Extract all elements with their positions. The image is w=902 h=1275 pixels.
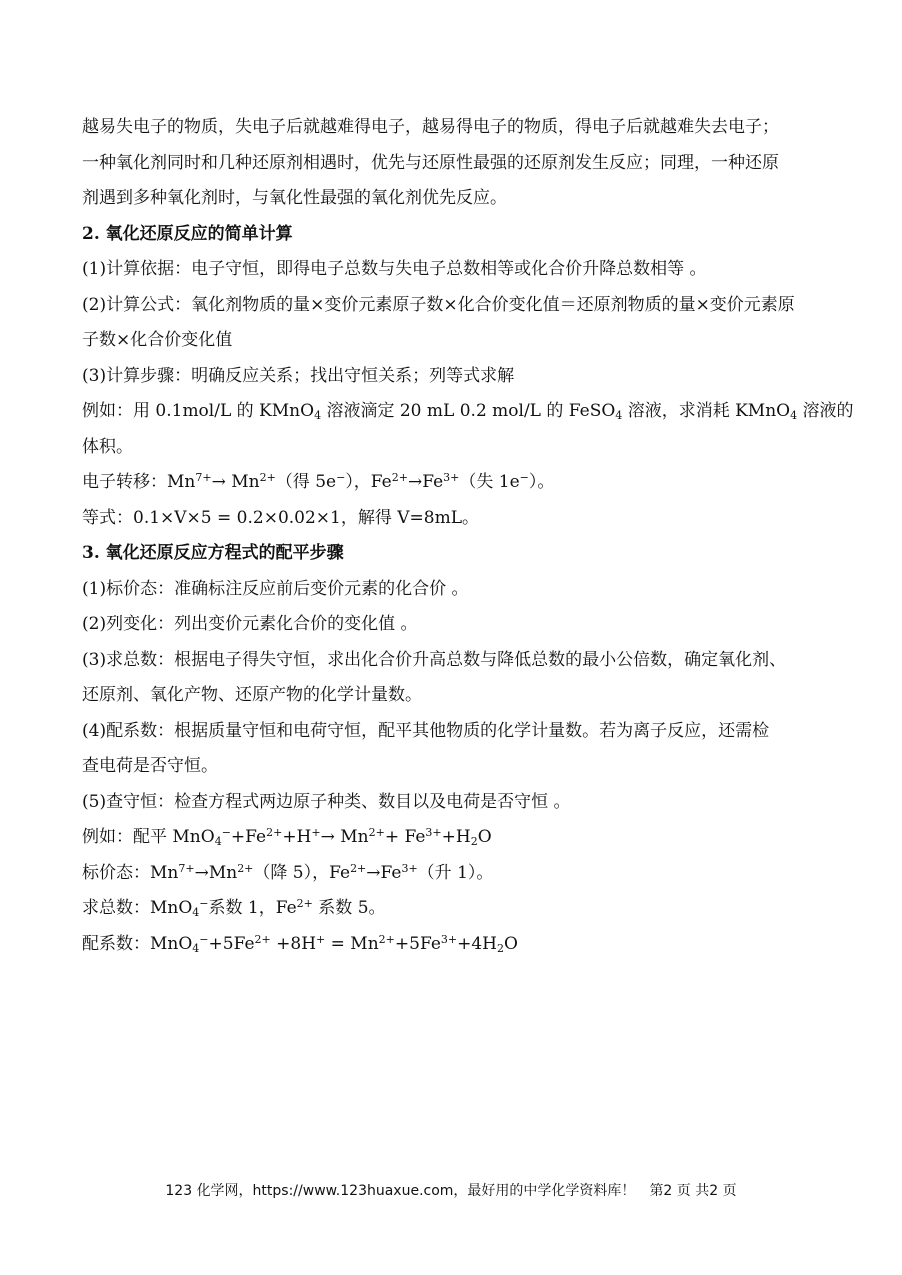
text-run: 求总数：MnO [82, 898, 193, 918]
text-run: 溶液，求消耗 KMnO [622, 401, 791, 421]
superscript: 2+ [237, 861, 254, 875]
text-run: 溶液滴定 20 mL 0.2 mol/L 的 FeSO [321, 401, 616, 421]
text-line [82, 181, 827, 217]
text-run: 标价态：Mn [82, 862, 179, 883]
text-run: 3. 氧化还原反应方程式的配平步骤 [82, 543, 344, 563]
text-line [82, 394, 854, 430]
text-line [82, 288, 827, 324]
subscript: 4 [314, 409, 322, 422]
text-run: ），Fe [345, 472, 392, 492]
text-run: 例如：用 0.1mol/L 的 KMnO [82, 401, 315, 421]
superscript: 2+ [259, 471, 276, 484]
text-line [82, 110, 827, 146]
document-body [82, 110, 854, 962]
text-run: 一种氧化剂同时和几种还原剂相遇时，优先与还原性最强的还原剂发生反应；同理，一种还原 [82, 152, 779, 173]
superscript: − [199, 897, 209, 910]
superscript: 2+ [368, 826, 385, 839]
text-run: → Mn [211, 472, 260, 492]
text-run: +H [282, 827, 312, 847]
text-line [82, 501, 827, 537]
text-run: 子数×化合价变化值 [82, 330, 233, 350]
text-run: (2)列变化：列出变价元素化合价的变化值 。 [82, 614, 418, 634]
text-line [82, 820, 827, 856]
text-run: (3)求总数：根据电子得失守恒，求出化合价升高总数与降低总数的最小公倍数，确定氧化剂、 [82, 649, 787, 670]
text-run: O [504, 933, 518, 954]
text-run: +5Fe [394, 933, 441, 954]
text-line [82, 927, 827, 963]
text-run: 溶液的 [797, 401, 854, 421]
text-line [82, 891, 827, 927]
text-run: 还原剂、氧化产物、还原产物的化学计量数。 [82, 685, 422, 705]
text-run: → Mn [320, 827, 369, 847]
subscript: 2 [470, 835, 478, 848]
text-line [82, 643, 827, 679]
text-line [82, 607, 827, 643]
text-run: ）。 [528, 472, 555, 492]
subscript: 4 [790, 409, 798, 422]
text-run: (1)计算依据：电子守恒，即得电子总数与失电子总数相等或化合价升降总数相等 。 [82, 259, 707, 279]
superscript: − [519, 471, 529, 484]
text-run: 系数 1，Fe [208, 898, 297, 918]
text-run: →Fe [407, 472, 444, 492]
text-line [82, 359, 827, 395]
superscript: 2+ [296, 897, 313, 910]
text-line [82, 465, 827, 501]
text-run: (1)标价态：准确标注反应前后变价元素的化合价 。 [82, 578, 469, 599]
text-run: (5)查守恒：检查方程式两边原子种类、数目以及电荷是否守恒 。 [82, 791, 571, 812]
text-run: （得 5e [275, 472, 337, 492]
section-heading [82, 217, 827, 253]
text-run: 剂遇到多种氧化剂时，与氧化性最强的氧化剂优先反应。 [82, 188, 507, 208]
text-run: +Fe [230, 827, 267, 847]
subscript: 2 [497, 941, 504, 955]
text-run: →Mn [194, 862, 238, 883]
page-footer [0, 1180, 902, 1200]
text-run: 2. 氧化还原反应的简单计算 [82, 223, 293, 244]
text-run: (2)计算公式：氧化剂物质的量×变价元素原子数×化合价变化值＝还原剂物质的量×变价元素原 [82, 294, 795, 315]
text-run: 体积。 [82, 436, 133, 457]
superscript: 7+ [195, 471, 212, 484]
text-run: = Mn [325, 933, 379, 954]
subscript: 4 [615, 409, 623, 422]
superscript: 3+ [401, 861, 418, 875]
text-line [82, 856, 827, 892]
section-heading [82, 536, 827, 572]
text-line [82, 146, 827, 182]
footer-page-number: 第2 页 共2 页 [649, 1183, 737, 1199]
superscript: 3+ [443, 471, 460, 484]
text-run: +4H [457, 933, 497, 954]
superscript: − [199, 932, 209, 946]
text-line [82, 714, 827, 750]
footer-site-text: 123 化学网，https://www.123huaxue.com，最好用的中学化学资料库！ [165, 1183, 636, 1199]
text-run: 电子转移：Mn [82, 472, 196, 492]
text-run: (3)计算步骤：明确反应关系；找出守恒关系；列等式求解 [82, 365, 515, 386]
text-line [82, 749, 827, 785]
text-run: +H [441, 827, 471, 847]
subscript: 4 [214, 835, 222, 848]
text-run: 等式：0.1×V×5 = 0.2×0.02×1，解得 V=8mL。 [82, 507, 480, 528]
text-run: →Fe [366, 862, 402, 883]
subscript: 4 [192, 906, 200, 919]
superscript: 2+ [391, 471, 408, 484]
text-line [82, 430, 827, 466]
superscript: 3+ [425, 826, 442, 839]
text-run: （降 5），Fe [253, 862, 351, 883]
text-run: +8H [270, 933, 317, 954]
text-run: 越易失电子的物质，失电子后就越难得电子，越易得电子的物质，得电子后就越难失去电子； [82, 117, 779, 137]
text-run: + Fe [384, 827, 426, 847]
superscript: + [311, 826, 321, 839]
text-run: 查电荷是否守恒。 [82, 756, 218, 776]
text-run: 例如：配平 MnO [82, 827, 215, 847]
superscript: 2+ [266, 826, 283, 839]
text-line [82, 252, 827, 288]
text-run: (4)配系数：根据质量守恒和电荷守恒，配平其他物质的化学计量数。若为离子反应，还需检 [82, 720, 770, 741]
superscript: − [336, 471, 346, 484]
superscript: 2+ [378, 932, 395, 946]
superscript: 2+ [350, 861, 367, 875]
text-line [82, 323, 827, 359]
text-run: （失 1e [459, 472, 520, 492]
superscript: − [221, 826, 231, 839]
text-run: +5Fe [208, 933, 255, 954]
subscript: 4 [192, 941, 200, 955]
superscript: 7+ [178, 861, 195, 875]
text-run: O [477, 827, 492, 847]
text-run: 系数 5。 [312, 898, 386, 918]
superscript: 2+ [254, 932, 271, 946]
text-line [82, 572, 827, 608]
superscript: 3+ [440, 932, 458, 946]
text-run: （升 1）。 [417, 862, 494, 883]
superscript: + [316, 932, 326, 946]
text-line [82, 678, 827, 714]
text-run: 配系数：MnO [82, 933, 193, 954]
text-line [82, 785, 827, 821]
